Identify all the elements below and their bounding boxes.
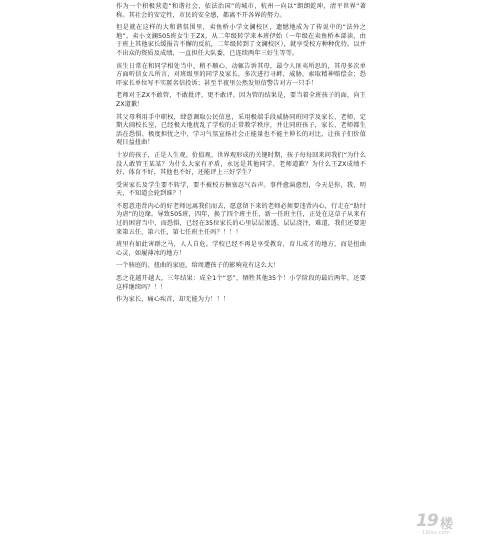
paragraph-parents-power: 其父母利用手中职权，肆意调取公民信息，采用极端手段威胁同班同学及家长、老师，定期大闹校长室，已经极大地扰乱了学校的正常教学秩序，并让同班孩子，家长、老师都生活在恐惧、极度担忧之中，学习气氛宣扬社会正能量也不能主伸长的对比，让孩子们价值观日益扭曲！	[116, 113, 366, 147]
paragraph-intro: 作为一个积极营造“和谐社会，依法治国”的城市，杭州一向以“朗朗乾坤，清平世界”著称。其社会的安定性，市民的安全感，都离不开各界的努力。	[116, 3, 366, 19]
paragraph-family-influence: 一个骇庭的、扭曲的家庭，给周遭孩子的影响竟有这么大！	[116, 262, 280, 270]
watermark-character: 楼	[440, 517, 454, 532]
paragraph-class-atmosphere: 班里有如此害群之马，人人自危。学校已经不再是享受教育，育儿成才的地方，而是扭曲心灵，如履薄冰的地方！	[116, 241, 366, 257]
watermark-url: 19lou.com	[422, 530, 451, 536]
paragraph-victims: 受害家长及学生要不转学，要不被校方搪塞忍气吞声。事件愈演愈烈，今天是你，我，明天，不知道会轮到谁？！	[116, 181, 366, 198]
paragraph-head-teachers: 不愿意违背内心的好老师远离我们而去，愿意留下来的老师必须要违背内心，行走在“助纣为虐”的边缘。导致505班，四年，换了四个班主任，新一任班主任，正处在这草子从来有过的困窘当中，而恐惧，已经在35位家长的心里层层渗透，层层浇注，难道，我们还要迎来第五任，第六任，第七任班主任吗？！！！	[116, 202, 366, 236]
paragraph-background: 但是就在这样的大和谐氛围里，卖鱼桥小学文澜校区，遗憾地成为了传说中的“法外之地”。卖小文澜505班女生王ZX，从二年级转学来本班伊始（一年级在卖鱼桥本部读，由于班上其他家长缓报告不懈的反抗，二年级转到了文澜校区），就享受校方种种优待。以并不出众的资质及成绩，一直担任大队委，已连续两年三好生等等。	[116, 24, 366, 57]
paragraph-closing: 作为家长，痛心疾首，却无能为力！！！	[116, 296, 230, 304]
site-watermark-logo	[416, 511, 470, 535]
document-body	[116, 3, 366, 309]
paragraph-outcome: 恶之花越开越大，三年结果：成全1个“恶”，牺牲其他35个！小学阶段的最后两年，还要这样继续吗？！！	[116, 275, 366, 291]
paragraph-teachers: 老师对王ZX不敢管，不敢批评，更不敢评。因为管的结果是，要当着全班孩子的面，向王ZX道歉！	[116, 92, 366, 108]
paragraph-children-values: 十岁的孩子，正是人生观、价值观、世界观形成的关键时期，孩子每每回来问我们“为什么没人敢管王某某？为什么大家有矛盾，永远是其他同学、老师道歉？为什么王ZX成绩不好，体育不好，其他也不好，还能评上三好学生？	[116, 151, 366, 177]
watermark-number: 19	[416, 511, 438, 531]
paragraph-incidents: 该生日常在和同学相处当中，稍不顺心，动辄告诉其母，最令人匪夷所思的，其母多次单方面听信女儿所言，对班级里的同学及家长，多次进行寻衅，威胁，索取精神赔偿金；恐吓家长单位写不实匿名信投诉；甚至半夜里公然发短信警告对方一只手！	[116, 62, 366, 87]
